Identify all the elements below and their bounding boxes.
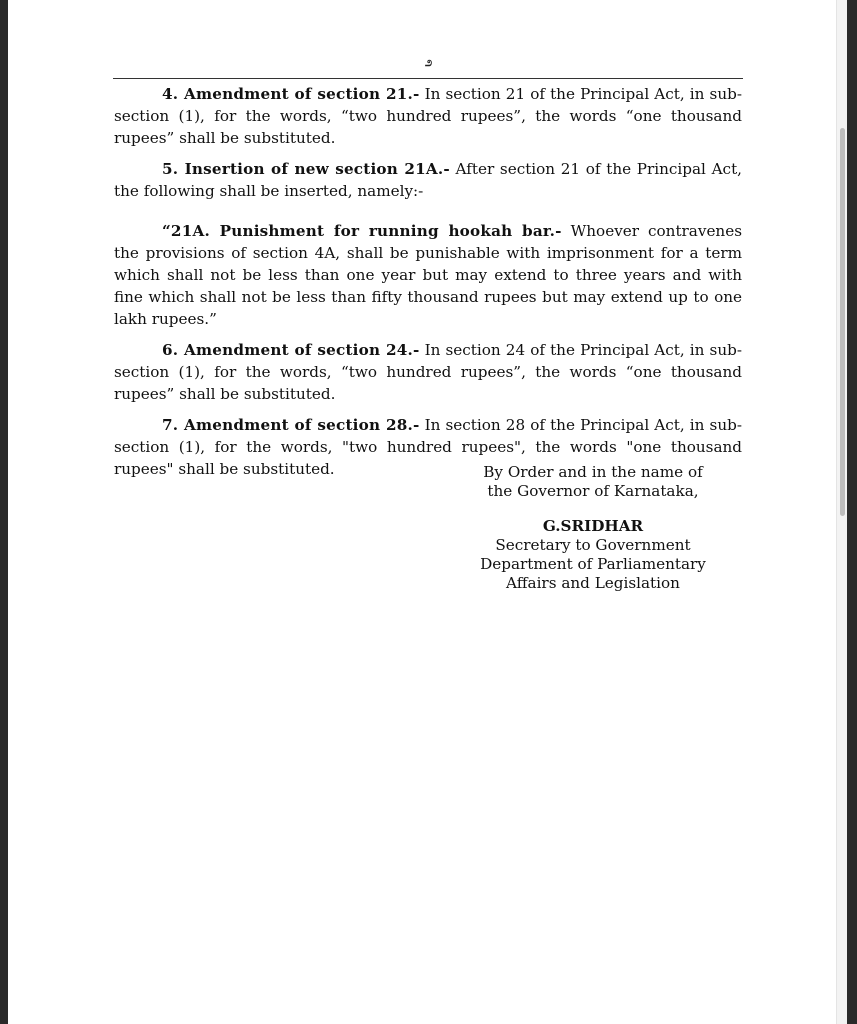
section-4-paragraph xyxy=(114,83,742,149)
section-4-text: In section 21 of the Principal Act, in sub-section (1), for the words, “two hundred rupees”, the words “one thousand rupees” shall be substituted. xyxy=(114,85,742,147)
section-21a-heading: “21A. Punishment for running hookah bar.- xyxy=(162,222,562,240)
header-rule xyxy=(113,78,743,79)
signatory-name: G.SRIDHAR xyxy=(542,517,644,535)
order-line-2: the Governor of Karnataka, xyxy=(487,482,699,500)
signatory-title-1: Secretary to Government xyxy=(495,536,691,554)
scrollbar-thumb[interactable] xyxy=(840,128,845,516)
signatory-title-3: Affairs and Legislation xyxy=(506,574,680,592)
section-7-text: In section 28 of the Principal Act, in sub-section (1), for the words, "two hundred rupees", the words "one thousand rupees" shall be substituted. xyxy=(114,416,742,478)
scrollbar-track[interactable] xyxy=(836,0,847,1024)
order-line-1: By Order and in the name of xyxy=(483,463,703,481)
section-6-heading: 6. Amendment of section 24.- xyxy=(162,341,420,359)
signature-block xyxy=(470,463,716,593)
page-number: ೨ xyxy=(424,55,433,70)
document-body xyxy=(114,83,742,489)
section-4-heading: 4. Amendment of section 21.- xyxy=(162,85,420,103)
section-5-paragraph xyxy=(114,158,742,202)
order-statement xyxy=(470,463,716,501)
section-5-heading: 5. Insertion of new section 21A.- xyxy=(162,160,450,178)
section-5-text: After section 21 of the Principal Act, the following shall be inserted, namely:- xyxy=(114,160,742,200)
section-6-paragraph xyxy=(114,339,742,405)
section-6-text: In section 24 of the Principal Act, in sub-section (1), for the words, “two hundred rupees”, the words “one thousand rupees” shall be substituted. xyxy=(114,341,742,403)
section-7-heading: 7. Amendment of section 28.- xyxy=(162,416,420,434)
section-21a-text: Whoever contravenes the provisions of section 4A, shall be punishable with imprisonment for a term which shall not be less than one year but may extend to three years and with fine which shall not be less than fifty thousand rupees but may extend up to one lakh rupees.” xyxy=(114,222,742,328)
section-21a-paragraph xyxy=(114,220,742,330)
signatory-title-2: Department of Parliamentary xyxy=(480,555,706,573)
